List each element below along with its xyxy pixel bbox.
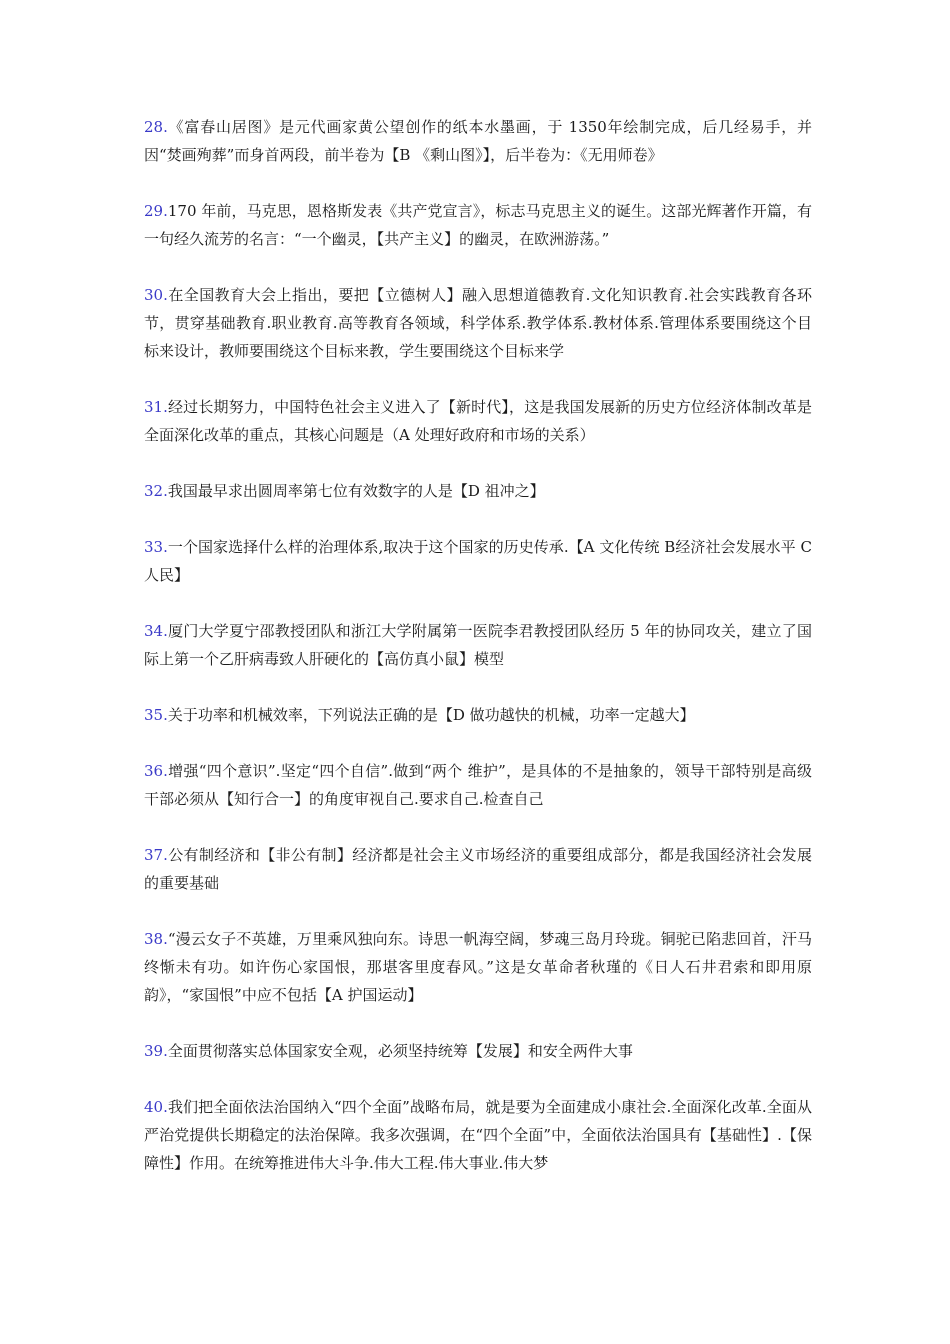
question-number: 39. xyxy=(144,1042,168,1060)
question-number: 34. xyxy=(144,622,168,640)
question-list xyxy=(144,113,812,1205)
question-40 xyxy=(144,1093,812,1177)
question-text: 一个国家选择什么样的治理体系,取决于这个国家的历史传承.【A 文化传统 B经济社会发展水平 C人民】 xyxy=(144,538,812,584)
question-number: 37. xyxy=(144,846,168,864)
question-38 xyxy=(144,925,812,1009)
question-37 xyxy=(144,841,812,897)
question-33 xyxy=(144,533,812,589)
question-number: 31. xyxy=(144,398,168,416)
question-text: 在全国教育大会上指出，要把【立德树人】融入思想道德教育.文化知识教育.社会实践教育各环节，贯穿基础教育.职业教育.高等教育各领域，科学体系.教学体系.教材体系.管理体系要围绕这个目标来设计，教师要围绕这个目标来教，学生要围绕这个目标来学 xyxy=(144,286,812,360)
question-text: 增强“四个意识”.坚定“四个自信”.做到“两个 维护”，是具体的不是抽象的，领导干部特别是高级干部必须从【知行合一】的角度审视自己.要求自己.检查自己 xyxy=(144,762,812,808)
question-number: 36. xyxy=(144,762,168,780)
question-39 xyxy=(144,1037,812,1065)
question-number: 30. xyxy=(144,286,168,304)
question-number: 38. xyxy=(144,930,168,948)
question-text: 170 年前，马克思，恩格斯发表《共产党宣言》，标志马克思主义的诞生。这部光辉著作开篇，有一句经久流芳的名言：“一个幽灵，【共产主义】的幽灵，在欧洲游荡。” xyxy=(144,202,812,248)
question-29 xyxy=(144,197,812,253)
question-text: “漫云女子不英雄，万里乘风独向东。诗思一帆海空阔，梦魂三岛月玲珑。铜驼已陷悲回首，汗马终惭未有功。如许伤心家国恨，那堪客里度春风。”这是女革命者秋瑾的《日人石井君索和即用原韵》，“家国恨”中应不包括【A 护国运动】 xyxy=(144,930,812,1004)
question-number: 35. xyxy=(144,706,168,724)
question-text: 我们把全面依法治国纳入“四个全面”战略布局，就是要为全面建成小康社会.全面深化改革.全面从严治党提供长期稳定的法治保障。我多次强调，在“四个全面”中，全面依法治国具有【基础性】.【保障性】作用。在统筹推进伟大斗争.伟大工程.伟大事业.伟大梦 xyxy=(144,1098,812,1172)
question-30 xyxy=(144,281,812,365)
question-text: 全面贯彻落实总体国家安全观，必须坚持统筹【发展】和安全两件大事 xyxy=(167,1042,633,1060)
question-31 xyxy=(144,393,812,449)
question-36 xyxy=(144,757,812,813)
question-34 xyxy=(144,617,812,673)
question-35 xyxy=(144,701,812,729)
question-32 xyxy=(144,477,812,505)
question-text: 厦门大学夏宁邵教授团队和浙江大学附属第一医院李君教授团队经历 5 年的协同攻关，建立了国际上第一个乙肝病毒致人肝硬化的【高仿真小鼠】模型 xyxy=(144,622,812,668)
question-text: 经过长期努力，中国特色社会主义进入了【新时代】，这是我国发展新的历史方位经济体制改革是全面深化改革的重点，其核心问题是（A 处理好政府和市场的关系） xyxy=(144,398,812,444)
question-number: 40. xyxy=(144,1098,168,1116)
question-number: 28. xyxy=(144,118,168,136)
question-number: 29. xyxy=(144,202,168,220)
question-text: 我国最早求出圆周率第七位有效数字的人是【D 祖冲之】 xyxy=(167,482,545,500)
question-text: 公有制经济和【非公有制】经济都是社会主义市场经济的重要组成部分，都是我国经济社会发展的重要基础 xyxy=(144,846,812,892)
question-28 xyxy=(144,113,812,169)
question-text: 关于功率和机械效率，下列说法正确的是【D 做功越快的机械，功率一定越大】 xyxy=(167,706,695,724)
question-text: 《富春山居图》是元代画家黄公望创作的纸本水墨画，于 1350年绘制完成，后几经易手，并因“焚画殉葬”而身首两段，前半卷为【B 《剩山图》】，后半卷为：《无用师卷》 xyxy=(144,118,812,164)
question-number: 32. xyxy=(144,482,168,500)
question-number: 33. xyxy=(144,538,168,556)
